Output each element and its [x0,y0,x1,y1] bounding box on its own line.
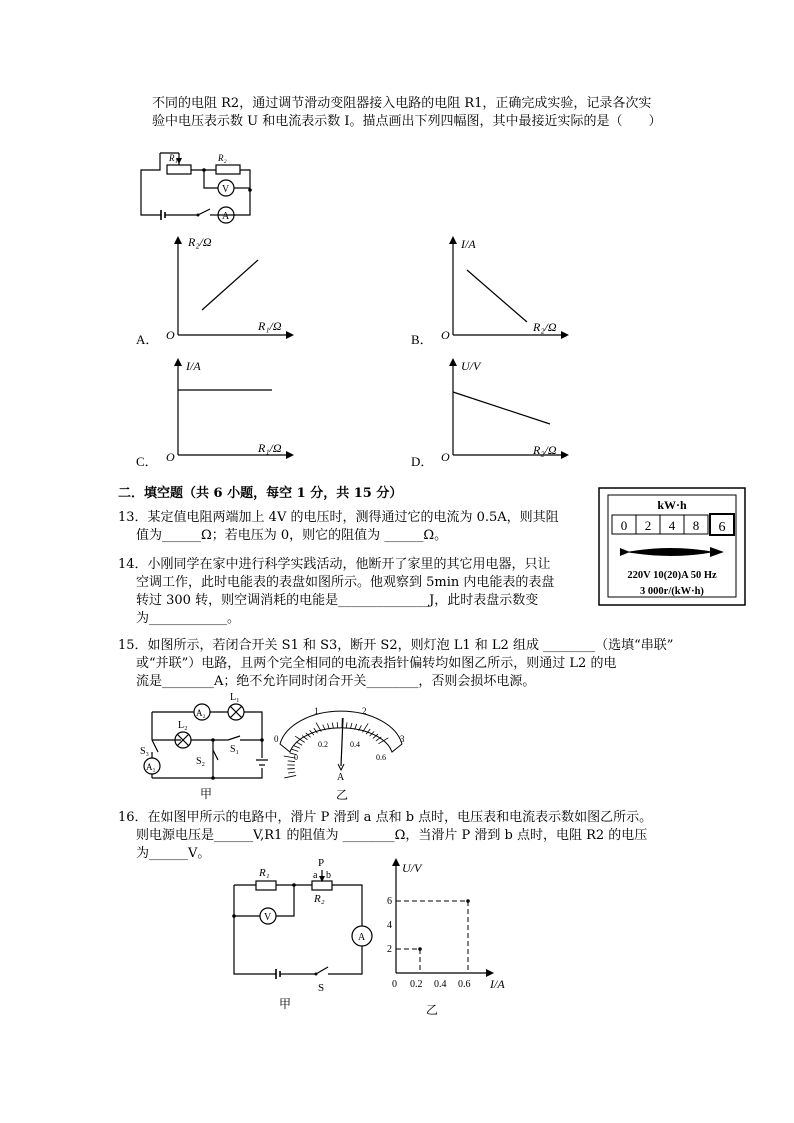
dial-tick [294,745,300,748]
graph-guide-line [396,949,420,973]
s3-label: S₃ [140,746,150,757]
q12-a-label: A [222,211,230,222]
graph-c-xlabel: R₁/Ω [258,441,282,455]
electricity-meter [598,487,746,607]
graph-c-origin: O [166,450,175,464]
q13-line2: 值为______Ω；若电压为 0，则它的阻值为 ______Ω。 [136,528,448,543]
dial-tick [346,722,347,728]
meter-spec: 220V 10(20)A 50 Hz [627,570,717,581]
graph-ytick-6: 6 [387,896,392,907]
section2-title: 二．填空题（共 6 小题，每空 1 分，共 15 分） [118,486,403,501]
graph-b-line [467,270,527,322]
dial-bottom-3: 0.6 [376,753,386,762]
q16-line3: 为______V。 [136,846,211,861]
meter-disc-arrow [620,547,724,557]
q12-graph-c [130,350,300,470]
q16-v-label: V [264,912,272,923]
q15-circuit [138,690,268,800]
meter-digit-4: 8 [692,518,700,533]
dial-tick [379,738,389,744]
q15-line1: 15．如图所示，若闭合开关 S1 和 S3，断开 S2，则灯泡 L1 和 L2 组成 ________（选填“串联” [118,638,674,653]
graph-d-origin: O [441,450,450,464]
meter-digit-5: 6 [718,520,726,535]
graph-guide-line [396,901,468,973]
s1-label: S₁ [230,744,240,755]
dial-top-3: 3 [400,734,405,744]
meter-rate: 3 000r/(kW·h) [640,586,704,597]
q12-line1: 不同的电阻 R2，通过调节滑动变阻器接入电路的电阻 R1，正确完成实验，记录各次实 [152,96,652,111]
q16-circuit [228,848,378,1013]
dial-tick [288,772,295,773]
meter-digit-3: 4 [668,518,676,533]
q14-line4: 为____________。 [136,611,241,626]
graph-d-line [453,392,550,424]
dial-top-0: 0 [274,734,279,744]
q16-r2-label: R₂ [314,893,325,905]
graph-ylabel: U/V [402,861,422,875]
meter-unit: kW·h [657,498,687,512]
q15-line2: 或“并联”）电路，且两个完全相同的电流表指针偏转均如图乙所示，则通过 L2 的电 [136,656,617,671]
graph-a-origin: O [166,328,175,342]
q15-line3: 流是________A；绝不允许同时闭合开关________，否则会损坏电源。 [136,674,536,689]
dial-bottom-0: 0 [294,753,298,762]
q16-caption-jia: 甲 [279,997,292,1011]
q16-a-label: a [313,870,318,881]
l1-label: L₁ [230,692,240,703]
graph-xtick-06: 0.6 [458,979,471,990]
q16-resistor-r1 [256,881,276,890]
graph-ytick-4: 4 [387,920,392,931]
q12-circuit [138,145,258,220]
rheostat-r1 [167,165,191,174]
q14-line1: 14．小刚同学在家中进行科学实践活动，他断开了家里的其它用电器，只让 [118,557,551,572]
dial-bottom-2: 0.4 [350,740,360,749]
graph-point [418,947,422,951]
q16-am-label: A [358,932,366,943]
graph-origin: 0 [392,979,397,990]
dial-bottom-1: 0.2 [318,740,328,749]
graph-a-ylabel: R₂/Ω [188,235,212,249]
q16-s-label: S [318,982,325,994]
q12-graph-d [405,350,575,470]
q12-line2: 验中电压表示数 U 和电流表示数 I。描点画出下列四幅图，其中最接近实际的是（ ） [152,114,662,129]
q16-p-label: P [318,857,325,869]
q12-r2-label: R₂ [218,153,227,163]
graph-a-line [202,260,258,310]
q16-line1: 16．在如图甲所示的电路中，滑片 P 滑到 a 点和 b 点时，电压表和电流表示数如图乙所示。 [118,810,653,825]
q16-caption-yi: 乙 [426,1003,439,1017]
dial-top-2: 2 [362,706,367,716]
graph-point [466,899,470,903]
q14-line3: 转过 300 转，则空调消耗的电能是______________J，此时表盘示数变 [136,593,539,608]
dial-symbol: A [337,772,345,783]
dial-tick [332,723,333,729]
q16-rheostat-r2 [312,881,332,890]
q12-graph-a [130,230,300,350]
meter-digit-2: 2 [644,518,652,533]
option-d-letter: D． [411,454,434,469]
option-b-letter: B． [411,332,433,347]
graph-b-origin: O [441,328,450,342]
graph-xlabel: I/A [490,977,505,991]
q14-line2: 空调工作，此时电能表的表盘如图所示。他观察到 5min 内电能表的表盘 [136,575,555,590]
dial-tick [337,722,338,728]
option-a-letter: A． [136,332,159,347]
q15-caption-yi: 乙 [336,788,349,802]
graph-b-xlabel: R₂/Ω [533,320,557,334]
resistor-r2 [216,165,240,174]
q16-r1-label: R₁ [259,867,270,879]
l2-label: L₂ [178,720,188,731]
graph-a-xlabel: R₁/Ω [258,319,282,333]
a1-label: A₁ [146,762,156,772]
graph-b-ylabel: I/A [461,237,476,251]
graph-d-ylabel: U/V [461,359,481,373]
q16-graph [380,852,520,1017]
q12-r1-label: R₁ [169,153,178,163]
graph-ytick-2: 2 [387,944,392,955]
q12-v-label: V [222,184,230,195]
dial-tick [284,775,296,777]
meter-digit-1: 0 [620,518,628,533]
s2-label: S₂ [196,756,206,767]
graph-xtick-04: 0.4 [434,979,447,990]
dial-tick [370,731,375,736]
q15-caption-jia: 甲 [200,787,213,801]
dial-top-1: 1 [314,706,319,716]
q15-ammeter-dial [270,700,410,800]
dial-tick [291,749,298,751]
graph-c-ylabel: I/A [186,359,201,373]
dial-tick [296,742,302,745]
option-c-letter: C． [136,454,158,469]
graph-xtick-02: 0.2 [410,979,423,990]
q16-line2: 则电源电压是______V,R1 的阻值为 ________Ω，当滑片 P 滑到 b 点时，电阻 R2 的电压 [136,828,648,843]
q12-graph-b [405,230,575,350]
graph-d-xlabel: R₂/Ω [533,443,557,457]
q16-b-label: b [326,870,331,881]
q13-line1: 13．某定值电阻两端加上 4V 的电压时，测得通过它的电流为 0.5A，则其阻 [118,510,559,525]
a2-label: A₂ [196,708,206,718]
